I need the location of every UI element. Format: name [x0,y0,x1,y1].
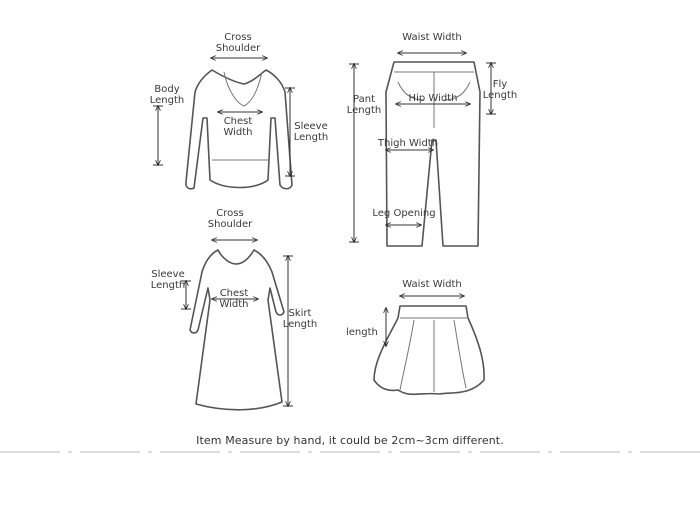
skirt-drawing [374,306,484,394]
label-top-cross-shoulder: Cross Shoulder [215,32,261,54]
label-dress-chest-width: Chest Width [219,288,249,310]
label-top-sleeve-length: Sleeve Length [293,121,329,143]
measurement-note: Item Measure by hand, it could be 2cm~3cm different. [196,434,504,447]
label-pant-waist-width: Waist Width [402,32,462,43]
label-hip-width: Hip Width [408,93,458,104]
label-dress-cross-shoulder: Cross Shoulder [207,208,253,230]
label-pant-length: Pant Length [346,94,382,116]
dress-drawing [190,250,284,410]
label-dress-sleeve-length: Sleeve Length [150,269,186,291]
label-skirt-length-dress: Skirt Length [282,308,318,330]
label-skirt-length: length [346,327,378,338]
label-top-chest-width: Chest Width [223,116,253,138]
label-leg-opening: Leg Opening [372,208,436,219]
label-skirt-waist-width: Waist Width [402,279,462,290]
label-fly-length: Fly Length [482,79,518,101]
label-thigh-width: Thigh Width [377,138,439,149]
label-body-length: Body Length [149,84,185,106]
